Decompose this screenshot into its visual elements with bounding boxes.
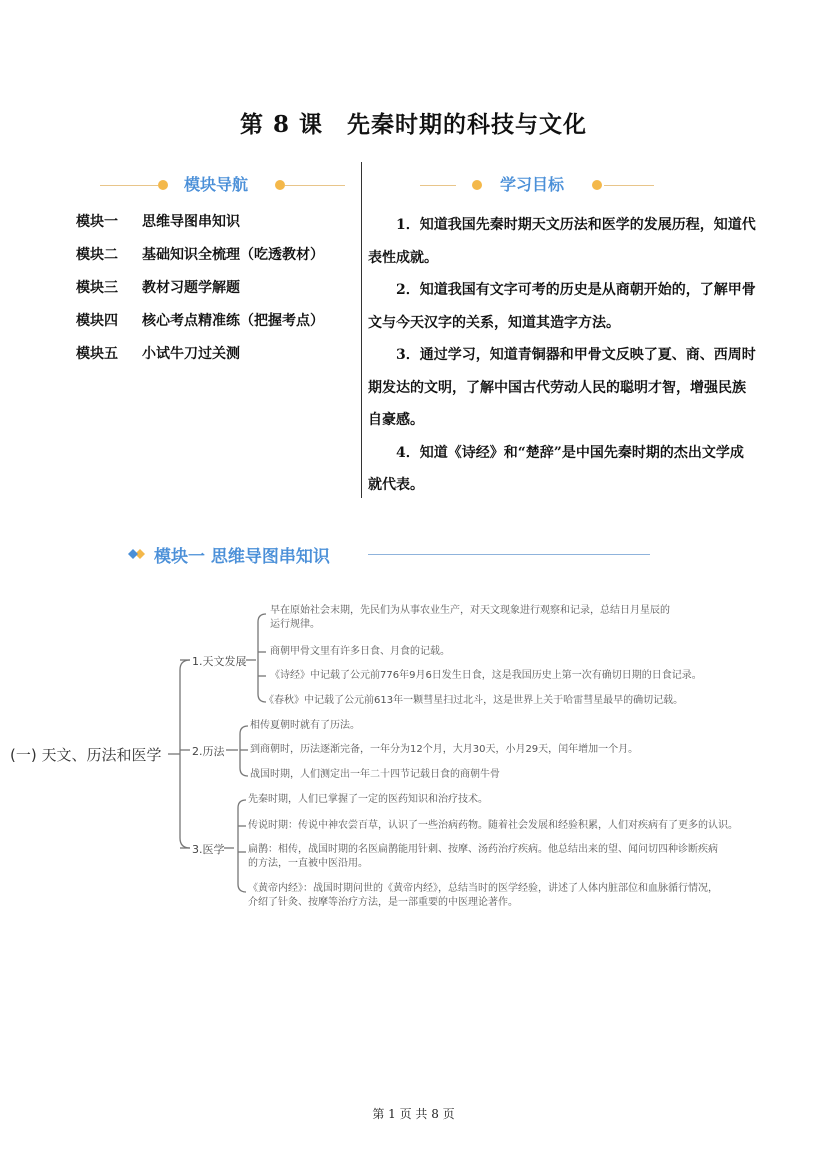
calendar-bracket bbox=[240, 726, 248, 776]
goal-item-3: 3．通过学习，知道青铜器和甲骨文反映了夏、商、西周时期发达的文明，了解中国古代劳动人民的聪明才智，增强民族自豪感。 bbox=[368, 347, 756, 428]
goals-heading bbox=[420, 172, 670, 198]
branch-label-astronomy: 1.天文发展 bbox=[192, 655, 247, 668]
module1-heading bbox=[128, 540, 658, 568]
branch-label-medicine: 3.医学 bbox=[192, 843, 225, 856]
astronomy-leaf-1-line-2: 运行规律。 bbox=[270, 619, 320, 630]
goals-heading-line-right bbox=[604, 185, 654, 186]
column-divider bbox=[361, 162, 362, 498]
nav-item-label: 小试牛刀过关测 bbox=[142, 346, 240, 362]
diamond-icon bbox=[128, 544, 152, 564]
module1-heading-line bbox=[368, 554, 650, 555]
goal-item-2: 2．知道我国有文字可考的历史是从商朝开始的，了解甲骨文与今天汉字的关系，知道其造字方法。 bbox=[368, 282, 756, 331]
calendar-leaf-1: 相传夏朝时就有了历法。 bbox=[250, 720, 360, 731]
page-footer: 第 1 页 共 8 页 bbox=[372, 1107, 455, 1121]
medicine-leaf-4-line-1: 《黄帝内经》：战国时期问世的《黄帝内经》，总结当时的医学经验，讲述了人体内脏部位和血脉循行情况， bbox=[248, 883, 718, 894]
nav-item-module: 模块一 bbox=[76, 214, 118, 230]
module1-heading-text: 模块一 思维导图串知识 bbox=[154, 547, 330, 567]
astronomy-leaf-1 bbox=[270, 604, 670, 632]
nav-heading-line-right bbox=[285, 185, 345, 186]
goals-heading-text: 学习目标 bbox=[500, 175, 565, 194]
nav-heading-dot-right bbox=[275, 180, 285, 190]
astronomy-leaf-3: 《诗经》中记载了公元前776年9月6日发生日食，这是我国历史上第一次有确切日期的日食记录。 bbox=[270, 670, 702, 681]
nav-item-label: 思维导图串知识 bbox=[142, 214, 240, 230]
nav-item-label: 核心考点精准练（把握考点） bbox=[142, 313, 324, 329]
astronomy-leaf-2: 商朝甲骨文里有许多日食、月食的记载。 bbox=[270, 646, 450, 657]
nav-item-5[interactable] bbox=[76, 343, 324, 376]
medicine-bracket bbox=[238, 800, 246, 892]
medicine-leaf-3-line-2: 的方法，一直被中医沿用。 bbox=[248, 858, 368, 869]
nav-heading-line-left bbox=[100, 185, 158, 186]
medicine-leaf-4-line-2: 介绍了针灸、按摩等治疗方法，是一部重要的中医理论著作。 bbox=[248, 897, 518, 908]
learning-goals bbox=[368, 209, 756, 502]
goals-heading-line-left bbox=[420, 185, 456, 186]
module-nav-list bbox=[76, 211, 324, 376]
branch-label-calendar: 2.历法 bbox=[192, 745, 225, 758]
medicine-leaf-4 bbox=[248, 882, 718, 910]
nav-item-module: 模块三 bbox=[76, 280, 118, 296]
goals-heading-dot-right bbox=[592, 180, 602, 190]
nav-item-4[interactable] bbox=[76, 310, 324, 343]
nav-heading bbox=[100, 172, 350, 198]
nav-item-2[interactable] bbox=[76, 244, 324, 277]
nav-item-module: 模块五 bbox=[76, 346, 118, 362]
astronomy-bracket bbox=[258, 614, 266, 702]
calendar-leaf-2: 到商朝时，历法逐渐完备，一年分为12个月，大月30天，小月29天，闰年增加一个月。 bbox=[250, 744, 639, 755]
medicine-leaf-1: 先秦时期，人们已掌握了一定的医药知识和治疗技术。 bbox=[248, 794, 488, 805]
astronomy-leaf-4: 《春秋》中记载了公元前613年一颗彗星扫过北斗，这是世界上关于哈雷彗星最早的确切记载。 bbox=[264, 695, 684, 706]
nav-heading-text: 模块导航 bbox=[184, 175, 249, 194]
main-bracket bbox=[180, 660, 190, 848]
medicine-leaf-3 bbox=[248, 843, 718, 871]
page-title: 第 8 课 先秦时期的科技与文化 bbox=[239, 111, 588, 138]
goal-item-4: 4．知道《诗经》和“楚辞”是中国先秦时期的杰出文学成就代表。 bbox=[368, 444, 744, 493]
nav-heading-dot-left bbox=[158, 180, 168, 190]
medicine-leaf-3-line-1: 扁鹊：相传，战国时期的名医扁鹊能用针刺、按摩、汤药治疗疾病。他总结出来的望、闻问切四种诊断疾病 bbox=[248, 844, 718, 855]
mind-map-root: (一) 天文、历法和医学 bbox=[10, 746, 162, 764]
nav-item-3[interactable] bbox=[76, 277, 324, 310]
nav-item-label: 基础知识全梳理（吃透教材） bbox=[142, 247, 324, 263]
goals-heading-dot-left bbox=[472, 180, 482, 190]
nav-item-1[interactable] bbox=[76, 211, 324, 244]
goal-item-1: 1．知道我国先秦时期天文历法和医学的发展历程，知道代表性成就。 bbox=[368, 217, 756, 266]
mind-map bbox=[0, 590, 827, 930]
calendar-leaf-3: 战国时期，人们测定出一年二十四节记载日食的商朝牛骨 bbox=[250, 769, 500, 780]
astronomy-leaf-1-line-1: 早在原始社会末期，先民们为从事农业生产，对天文现象进行观察和记录，总结日月星辰的 bbox=[270, 605, 670, 616]
nav-item-label: 教材习题学解题 bbox=[142, 280, 240, 296]
medicine-leaf-2: 传说时期：传说中神农尝百草，认识了一些治病药物。随着社会发展和经验积累，人们对疾病有了更多的认识。 bbox=[248, 820, 738, 831]
nav-item-module: 模块四 bbox=[76, 313, 118, 329]
nav-item-module: 模块二 bbox=[76, 247, 118, 263]
